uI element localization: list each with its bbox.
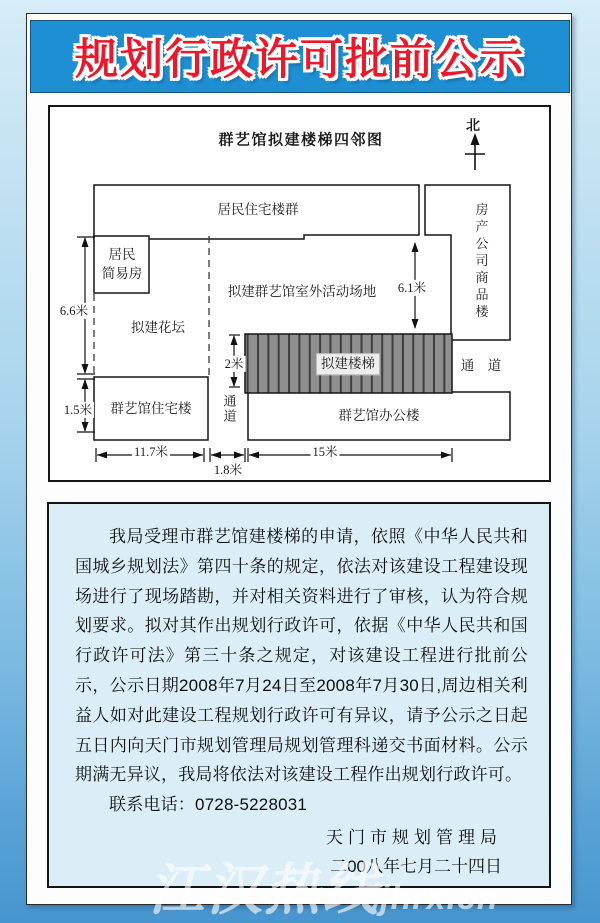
label-proposed-staircase: 拟建楼梯 <box>316 353 380 375</box>
label-quyiguan-residential: 群艺馆住宅楼 <box>110 401 192 417</box>
watermark-latin: jhrx.cn <box>380 879 499 917</box>
site-plan-panel <box>48 105 551 482</box>
header-bar <box>30 20 570 93</box>
dim-6-6m: 6.6米 <box>59 303 89 318</box>
label-passage-right: 通 道 <box>460 358 502 374</box>
label-flower-bed: 拟建花坛 <box>131 320 185 336</box>
dim-15m: 15米 <box>312 444 338 459</box>
label-simple-house-line1: 居民 <box>108 247 136 263</box>
label-residential-complex: 居民住宅楼群 <box>217 202 299 218</box>
dim-2m: 2米 <box>224 356 244 371</box>
dim-6-1m: 6.1米 <box>397 280 427 295</box>
dim-11-7m: 11.7米 <box>134 444 168 459</box>
dim-1-5m: 1.5米 <box>63 402 93 417</box>
diagram-title: 群艺馆拟建楼梯四邻图 <box>218 132 384 149</box>
label-activity-ground: 拟建群艺馆室外活动场地 <box>227 284 377 300</box>
issuer-name: 天门市规划管理局 <box>326 827 502 847</box>
notice-text-panel <box>47 502 551 888</box>
north-label: 北 <box>466 118 480 134</box>
label-realty-building: 房产公司商品楼 <box>473 202 489 322</box>
issue-date: 二00八年七月二十四日 <box>330 856 502 876</box>
notice-paragraph: 我局受理市群艺馆建楼梯的申请，依照《中华人民共和国城乡规划法》第四十条的规定，依法对该建设工程建设现场进行了现场踏勘，并对相关资料进行了审核，认为符合规划要求。拟对其作出规划行政许可，依据《中华人民共和国行政许可法》第三十条之规定，对该建设工程进行批前公示，公示日期2008年7月24日至2008年7月30日,周边相关利益人如对此建设工程规划行政许可有异议，请予公示之日起五日内向天门市规划管理局规划管理科递交书面材料。公示期满无异议，我局将依法对该建设工程作出规划行政许可。 <box>75 527 528 785</box>
label-passage-middle: 通道 <box>221 394 237 424</box>
contact-phone: 联系电话：0728-5228031 <box>109 795 308 815</box>
page-title: 规划行政许可批前公示 <box>75 36 525 84</box>
label-quyiguan-office: 群艺馆办公楼 <box>338 408 420 424</box>
dim-1-8m: 1.8米 <box>213 462 243 477</box>
label-simple-house-line2: 简易房 <box>101 266 143 282</box>
watermark-cjk: 江汉热线 <box>148 858 380 921</box>
